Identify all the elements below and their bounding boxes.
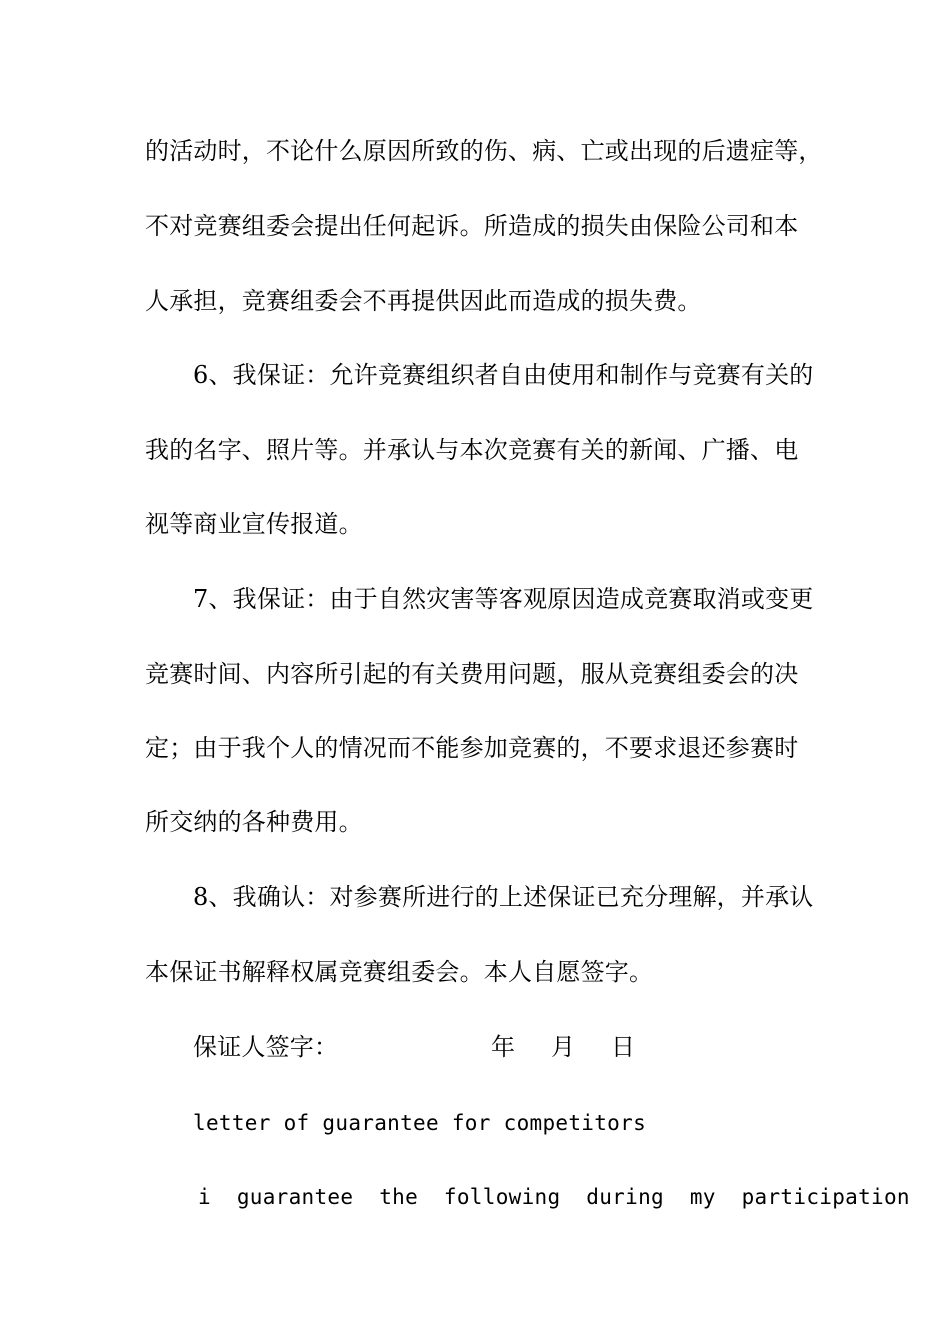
paragraph-line: 7、我保证：由于自然灾害等客观原因造成竞赛取消或变更: [193, 585, 814, 613]
paragraph-line: 视等商业宣传报道。: [145, 510, 363, 538]
english-paragraph-line: i guarantee the following during my participation: [198, 1185, 910, 1209]
paragraph-line: 我的名字、照片等。并承认与本次竞赛有关的新闻、广播、电: [145, 436, 799, 464]
paragraph-line: 本保证书解释权属竞赛组委会。本人自愿签字。: [145, 958, 654, 986]
signature-label: 保证人签字：: [193, 1033, 339, 1061]
signature-line: [193, 1031, 693, 1063]
year-label: 年: [491, 1033, 516, 1061]
paragraph-line: 6、我保证：允许竞赛组织者自由使用和制作与竞赛有关的: [193, 361, 814, 389]
paragraph-line: 人承担，竞赛组委会不再提供因此而造成的损失费。: [145, 287, 702, 315]
month-label: 月: [551, 1033, 576, 1061]
english-title: letter of guarantee for competitors: [193, 1111, 647, 1135]
paragraph-line: 不对竞赛组委会提出任何起诉。所造成的损失由保险公司和本: [145, 212, 799, 240]
day-label: 日: [611, 1033, 636, 1061]
paragraph-line: 竞赛时间、内容所引起的有关费用问题，服从竞赛组委会的决: [145, 660, 799, 688]
paragraph-line: 的活动时，不论什么原因所致的伤、病、亡或出现的后遗症等，: [145, 137, 823, 165]
paragraph-line: 8、我确认：对参赛所进行的上述保证已充分理解，并承认: [193, 883, 814, 911]
paragraph-line: 定；由于我个人的情况而不能参加竞赛的，不要求退还参赛时: [145, 734, 799, 762]
paragraph-line: 所交纳的各种费用。: [145, 808, 363, 836]
